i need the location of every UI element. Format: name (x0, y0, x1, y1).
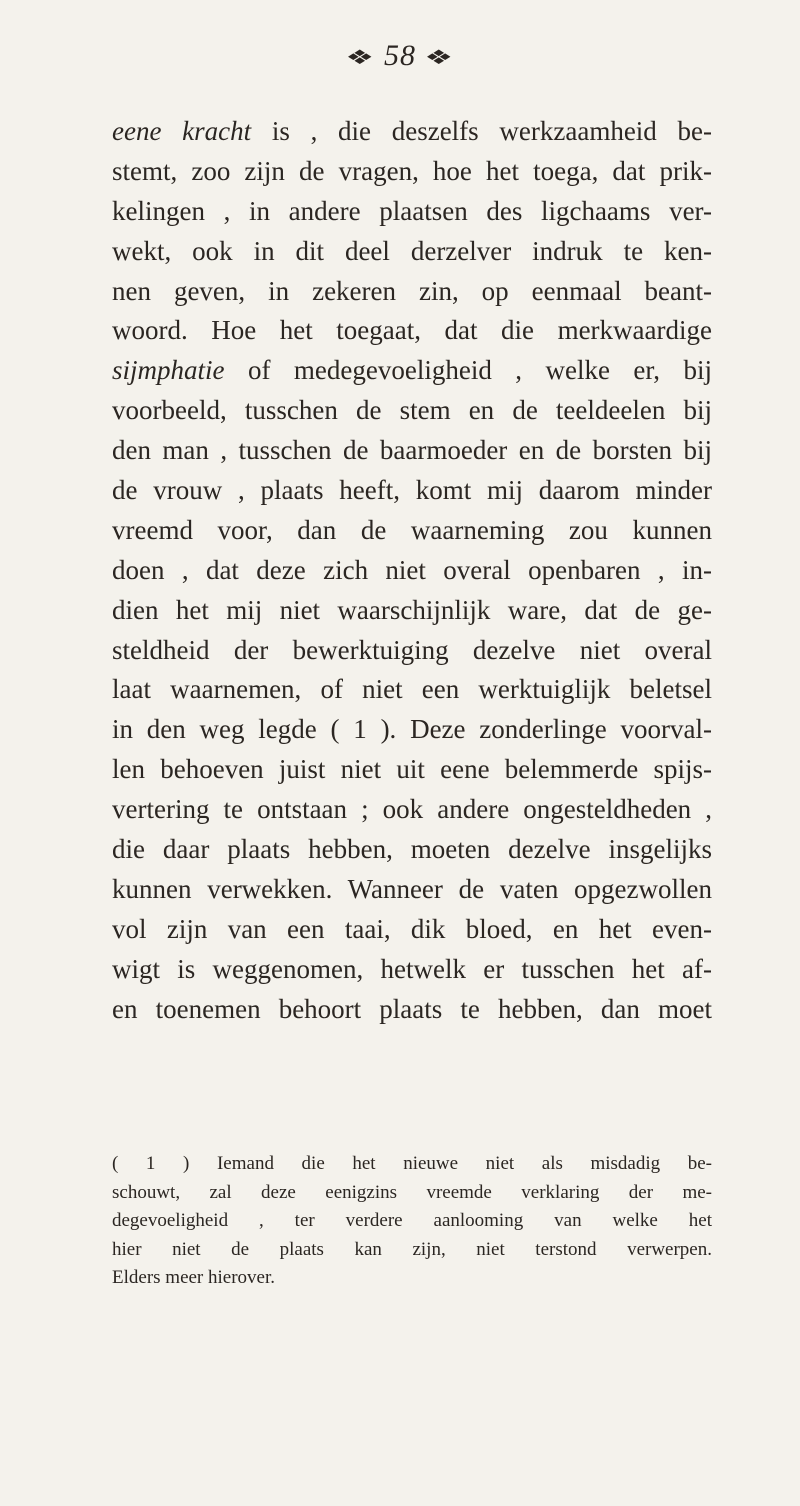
body-line: vreemd voor, dan de waarneming zou kunnen (112, 514, 712, 545)
body-line: steldheid der bewerktuiging dezelve niet overal (112, 634, 712, 665)
body-line: eene kracht is , die deszelfs werkzaamheid be- (112, 116, 712, 146)
body-line: de vrouw , plaats heeft, komt mij daarom minder (112, 475, 712, 506)
body-line: vol zijn van een taai, dik bloed, en het even- (112, 913, 712, 944)
italic-phrase: eene kracht (112, 116, 252, 146)
footnote-line: schouwt, zal deze eenigzins vreemde verklaring der me- (112, 1181, 712, 1203)
body-line: voorbeeld, tusschen de stem en de teeldeelen bij (112, 395, 712, 426)
footnote-line: degevoeligheid , ter verdere aanlooming van welke het (112, 1210, 712, 1232)
body-line: len behoeven juist niet uit eene belemmerde spijs- (112, 754, 712, 785)
ornament-left-icon: ❖ (345, 47, 376, 70)
ornament-right-icon: ❖ (424, 47, 455, 70)
footnote (112, 1150, 712, 1293)
body-text (112, 112, 712, 1029)
page-number: 58 (384, 39, 416, 72)
footnote-line: hier niet de plaats kan zijn, niet terstond verwerpen. (112, 1238, 712, 1260)
body-line: in den weg legde ( 1 ). Deze zonderlinge voorval- (112, 714, 712, 745)
body-line: stemt, zoo zijn de vragen, hoe het toega, dat prik- (112, 155, 712, 186)
body-line: die daar plaats hebben, moeten dezelve insgelijks (112, 834, 712, 865)
body-line: den man , tusschen de baarmoeder en de borsten bij (112, 435, 712, 466)
footnote-line: ( 1 ) Iemand die het nieuwe niet als misdadig be- (112, 1153, 712, 1174)
body-line: woord. Hoe het toegaat, dat die merkwaardige (112, 315, 712, 346)
italic-phrase: sijmphatie (112, 355, 225, 386)
body-line: nen geven, in zekeren zin, op eenmaal beant- (112, 275, 712, 306)
body-line: wekt, ook in dit deel derzelver indruk te ken- (112, 235, 712, 266)
footnote-line: Elders meer hierover. (112, 1267, 276, 1289)
body-line: en toenemen behoort plaats te hebben, dan moet (112, 993, 712, 1024)
page-header (0, 36, 800, 78)
body-line: laat waarnemen, of niet een werktuiglijk beletsel (112, 674, 712, 705)
body-line: vertering te ontstaan ; ook andere ongesteldheden , (112, 794, 712, 825)
body-line: kelingen , in andere plaatsen des ligchaams ver- (112, 195, 712, 226)
body-line: kunnen verwekken. Wanneer de vaten opgezwollen (112, 873, 712, 904)
body-line: wigt is weggenomen, hetwelk er tusschen het af- (112, 953, 712, 984)
body-line: dien het mij niet waarschijnlijk ware, dat de ge- (112, 594, 712, 625)
body-line: doen , dat deze zich niet overal openbaren , in- (112, 554, 712, 585)
body-line: sijmphatie of medegevoeligheid , welke er, bij (112, 355, 712, 386)
